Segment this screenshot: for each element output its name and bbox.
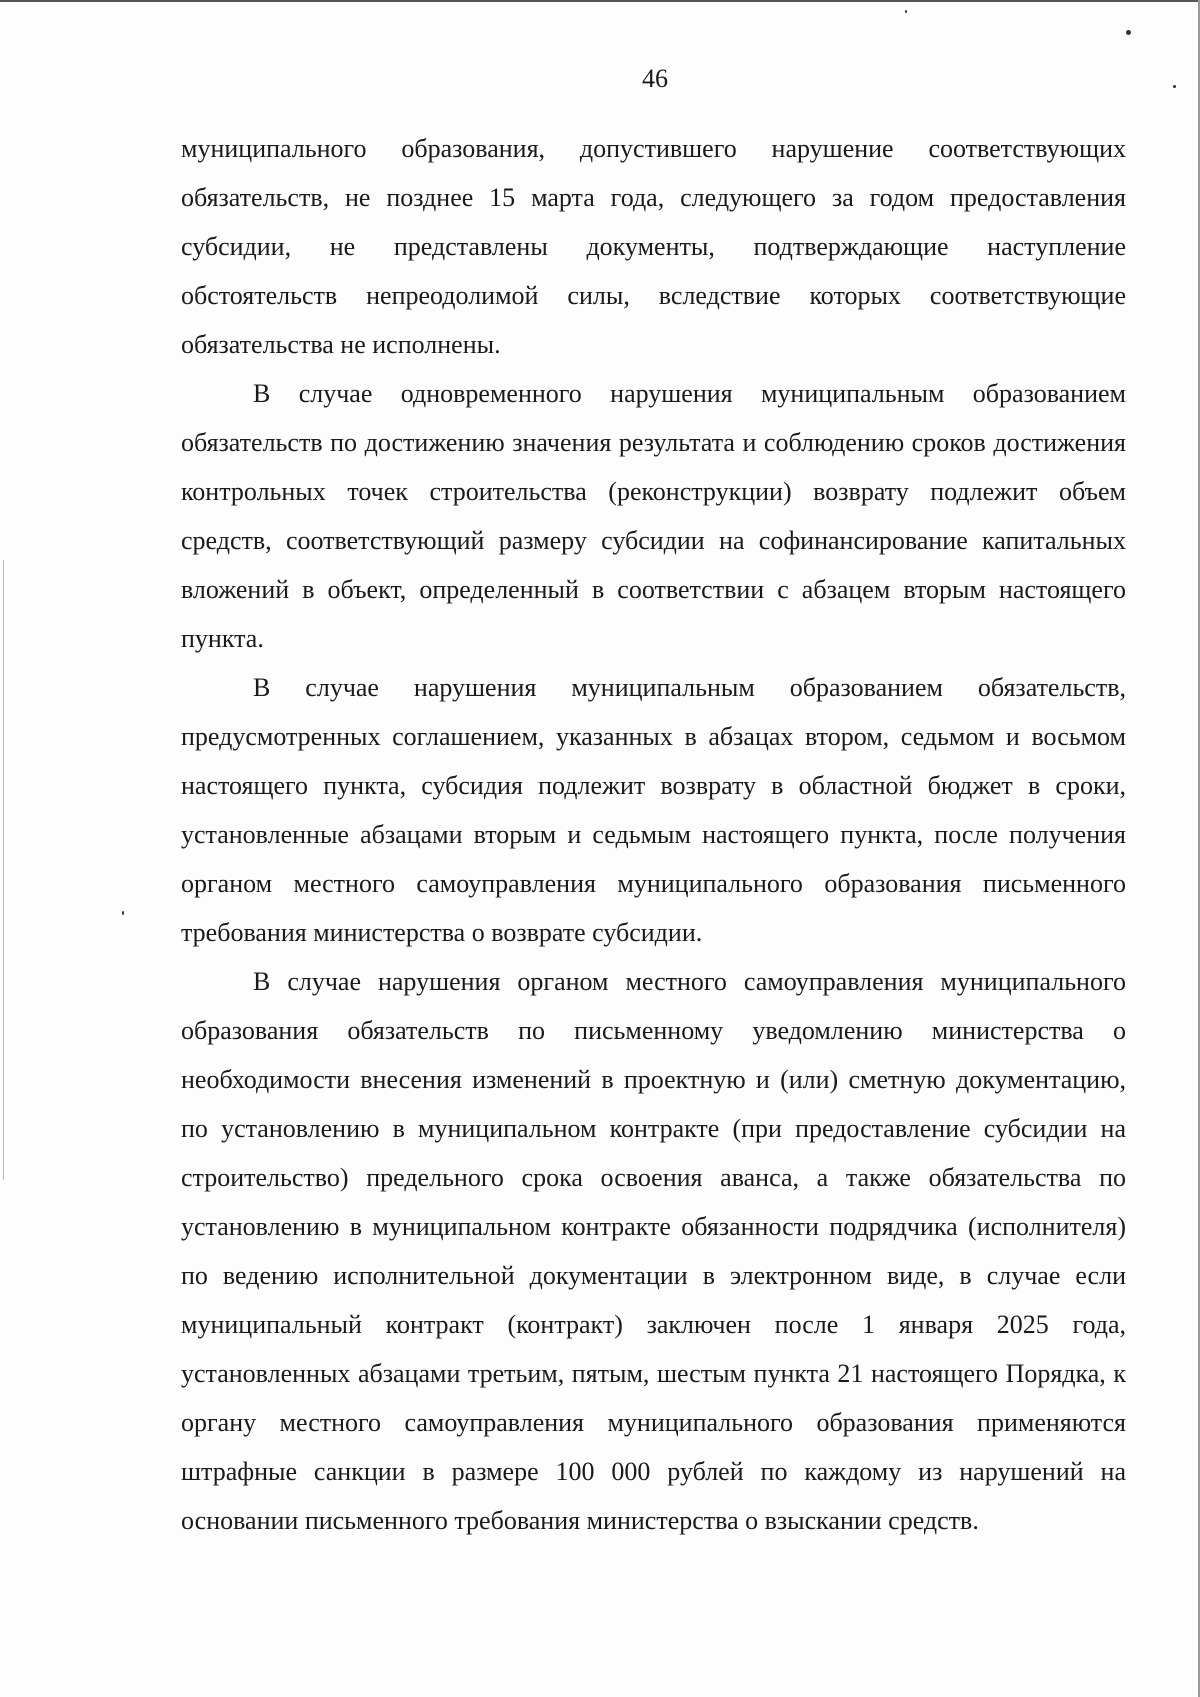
- paragraph-1: муниципального образования, допустившего нарушение соответствующих обязательств, не позднее 15 марта года, следующего за годом предоставления субсидии, не представлены документы, подтверждающие наступление обстоятельств непреодолимой силы, вследствие которых соответствующие обязательства не исполнены.: [181, 134, 1126, 359]
- paragraph-4: В случае нарушения органом местного самоуправления муниципального образования обязательств по письменному уведомлению министерства о необходимости внесения изменений в проектную и (или) сметную документацию, по установлению в муниципальном контракте (при предоставление субсидии на строительство) предельного срока освоения аванса, а также обязательства по установлению в муниципальном контракте обязанности подрядчика (исполнителя) по ведению исполнительной документации в электронном виде, в случае если муниципальный контракт (контракт) заключен после 1 января 2025 года, установленных абзацами третьим, пятым, шестым пункта 21 настоящего Порядка, к органу местного самоуправления муниципального образования применяются штрафные санкции в размере 100 000 рублей по каждому из нарушений на основании письменного требования министерства о взыскании средств.: [181, 967, 1126, 1535]
- paragraph-2: В случае одновременного нарушения муниципальным образованием обязательств по достижению значения результата и соблюдению сроков достижения контрольных точек строительства (реконструкции) возврату подлежит объем средств, соответствующий размеру субсидии на софинансирование капитальных вложений в объект, определенный в соответствии с абзацем вторым настоящего пункта.: [181, 379, 1126, 653]
- scan-border-left: [3, 560, 4, 1180]
- document-body: [181, 124, 1126, 1545]
- scan-speck: [122, 911, 124, 915]
- paragraph-3: В случае нарушения муниципальным образованием обязательств, предусмотренных соглашением, указанных в абзацах втором, седьмом и восьмом настоящего пункта, субсидия подлежит возврату в областной бюджет в сроки, установленные абзацами вторым и седьмым настоящего пункта, после получения органом местного самоуправления муниципального образования письменного требования министерства о возврате субсидии.: [181, 673, 1126, 947]
- scan-speck: [1126, 30, 1131, 35]
- scan-border-top: [0, 0, 1200, 2]
- page-number: 46: [642, 64, 668, 93]
- scan-speck: [905, 10, 907, 13]
